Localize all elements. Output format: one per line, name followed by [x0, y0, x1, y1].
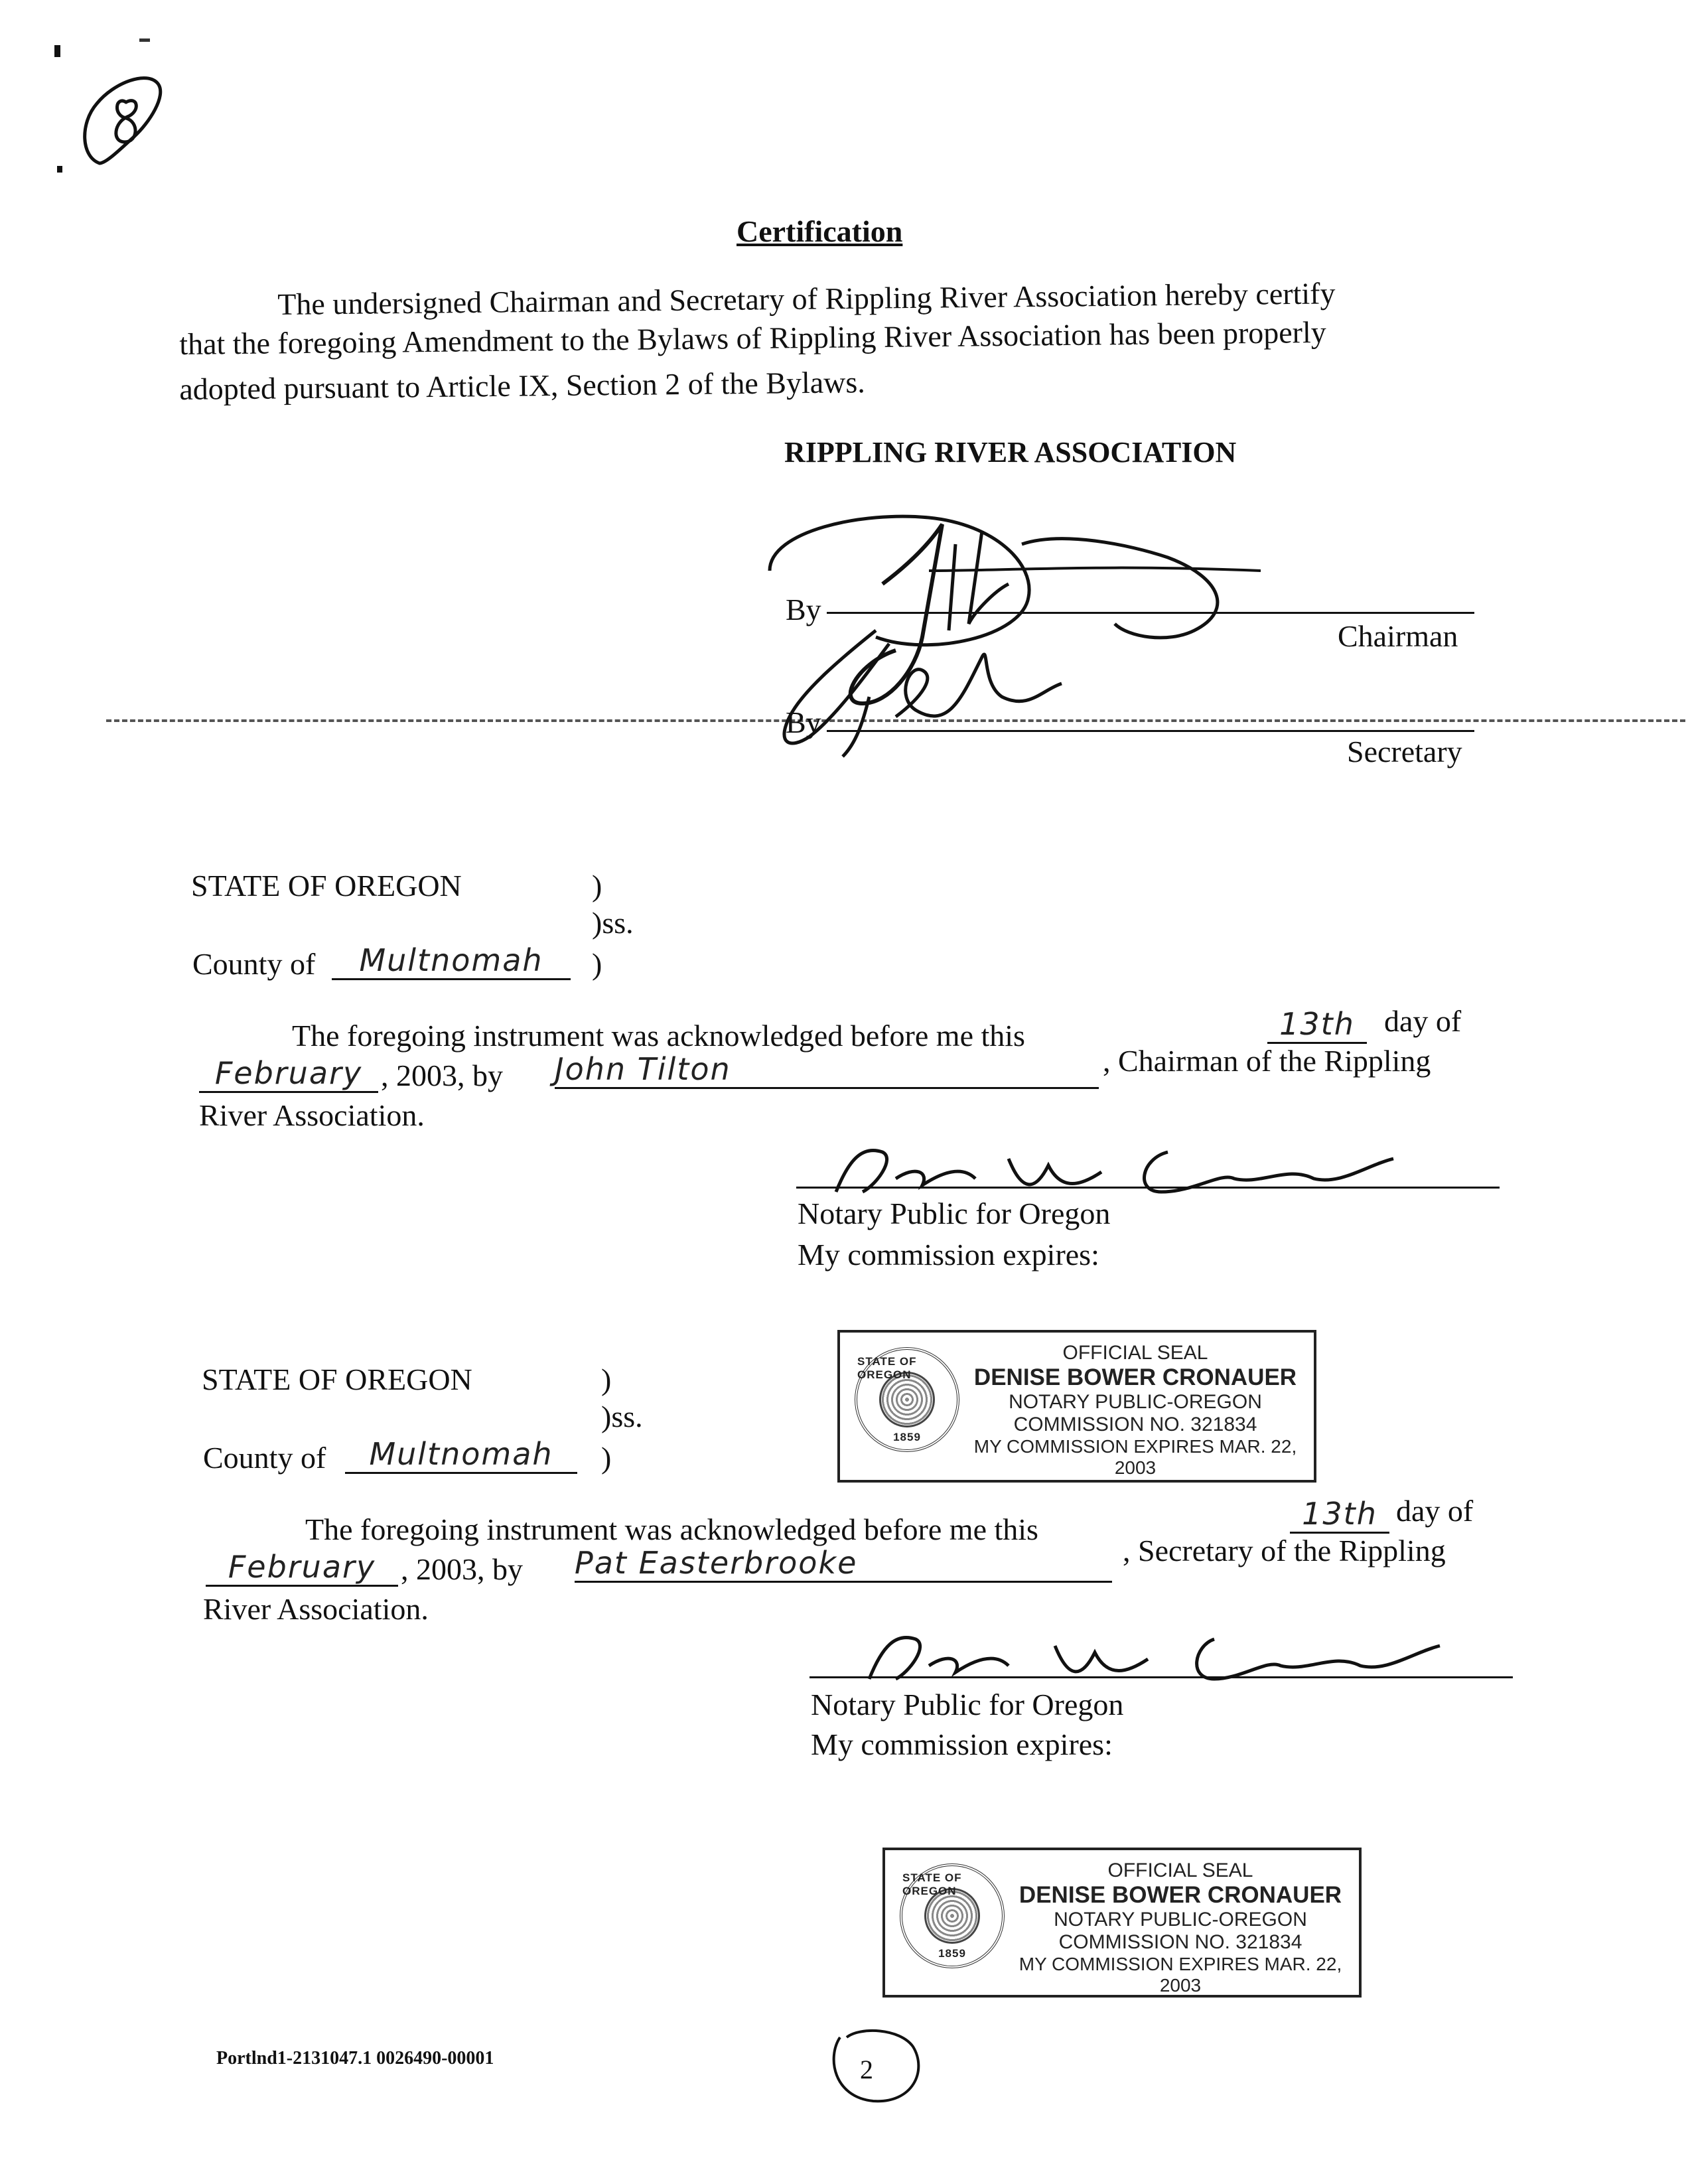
ack1-line-2-by: , 2003, by — [381, 1058, 503, 1092]
chairman-by-label: By — [786, 593, 821, 626]
seal-line-2: DENISE BOWER CRONAUER — [1019, 1882, 1342, 1908]
seal-line-2: DENISE BOWER CRONAUER — [973, 1364, 1297, 1390]
ack2-signer-name: Pat Easterbrooke — [575, 1545, 1112, 1583]
ack1-paren-top: ) — [592, 869, 602, 903]
ack1-line-3: River Association. — [199, 1098, 425, 1132]
ack2-notary-label: Notary Public for Oregon — [811, 1688, 1124, 1721]
circled-page-mark-icon — [74, 64, 167, 170]
certification-body-line-1: The undersigned Chairman and Secretary of Rippling River Association hereby certify — [277, 276, 1336, 321]
ack2-commission-label: My commission expires: — [811, 1727, 1113, 1761]
scan-speck — [139, 38, 150, 42]
seal-emblem-year: 1859 — [893, 1431, 921, 1443]
ack1-county-value: Multnomah — [332, 942, 571, 980]
secretary-title: Secretary — [1347, 735, 1462, 768]
secretary-signature-icon — [763, 617, 1108, 763]
notary-seal-1 — [837, 1330, 1316, 1483]
seal-line-3: NOTARY PUBLIC-OREGON — [1009, 1391, 1262, 1413]
ack1-day: 13th — [1267, 1006, 1367, 1044]
scan-speck — [54, 45, 60, 57]
certification-body-line-2: that the foregoing Amendment to the Bylaws of Rippling River Association has been properly — [179, 315, 1327, 361]
ack2-notary-signature-icon — [843, 1619, 1466, 1692]
secretary-by-label: By — [786, 705, 821, 739]
state-seal-emblem-icon — [900, 1863, 1005, 1968]
ack1-signer-name: John Tilton — [555, 1051, 1099, 1089]
ack2-county-label: County of — [203, 1441, 326, 1475]
ack1-paren-bottom: ) — [592, 947, 602, 981]
page-number: 2 — [860, 2055, 873, 2084]
ack2-state: STATE OF OREGON — [202, 1362, 472, 1396]
ack1-month: February — [199, 1055, 378, 1093]
certification-title: Certification — [737, 214, 903, 248]
ack2-ss: )ss. — [601, 1400, 643, 1433]
ack1-notary-signature-line — [796, 1187, 1500, 1189]
ack2-month: February — [206, 1549, 398, 1587]
document-id: Portlnd1-2131047.1 0026490-00001 — [216, 2048, 494, 2069]
seal-line-4: COMMISSION NO. 321834 — [1013, 1414, 1257, 1435]
seal-line-4: COMMISSION NO. 321834 — [1058, 1931, 1302, 1953]
organization-name: RIPPLING RIVER ASSOCIATION — [784, 436, 1237, 469]
ack2-line-2-by: , 2003, by — [401, 1552, 523, 1586]
ack1-notary-label: Notary Public for Oregon — [798, 1197, 1111, 1230]
ack1-line-1-end: day of — [1384, 1004, 1462, 1038]
notary-seal-2 — [882, 1848, 1362, 1998]
ack1-ss: )ss. — [592, 906, 634, 940]
chairman-title: Chairman — [1338, 619, 1458, 653]
ack2-line-2-end: , Secretary of the Rippling — [1123, 1534, 1446, 1567]
ack2-day: 13th — [1290, 1496, 1389, 1534]
seal-emblem-text: STATE OF OREGON — [857, 1355, 917, 1381]
seal-line-3: NOTARY PUBLIC-OREGON — [1054, 1909, 1307, 1930]
circled-page-number-icon — [820, 2024, 933, 2110]
ack2-line-1: The foregoing instrument was acknowledged before me this — [305, 1512, 1038, 1546]
ack2-county-value: Multnomah — [345, 1436, 577, 1474]
scan-speck — [57, 166, 62, 173]
seal-2-text — [1005, 1859, 1356, 1996]
certification-body-line-3: adopted pursuant to Article IX, Section 2 of the Bylaws. — [179, 365, 866, 406]
seal-emblem-text: STATE OF OREGON — [902, 1871, 962, 1897]
ack1-commission-label: My commission expires: — [798, 1238, 1099, 1272]
seal-line-5: MY COMMISSION EXPIRES MAR. 22, 2003 — [1019, 1954, 1342, 1996]
ack1-line-1: The foregoing instrument was acknowledged before me this — [292, 1019, 1025, 1053]
ack1-line-2-end: , Chairman of the Rippling — [1103, 1044, 1431, 1078]
seal-1-text — [959, 1342, 1311, 1479]
ack2-paren-bottom: ) — [601, 1441, 612, 1475]
ack2-paren-top: ) — [601, 1362, 612, 1396]
seal-line-5: MY COMMISSION EXPIRES MAR. 22, 2003 — [973, 1436, 1297, 1478]
seal-emblem-year: 1859 — [938, 1947, 966, 1960]
state-seal-emblem-icon — [855, 1347, 959, 1452]
seal-line-1: OFFICIAL SEAL — [1107, 1859, 1253, 1881]
seal-line-1: OFFICIAL SEAL — [1062, 1342, 1208, 1364]
ack1-state: STATE OF OREGON — [191, 869, 462, 903]
ack1-county-label: County of — [192, 947, 316, 981]
ack2-notary-signature-line — [809, 1676, 1513, 1678]
ack2-line-1-end: day of — [1396, 1494, 1474, 1528]
ack2-line-3: River Association. — [203, 1592, 429, 1626]
